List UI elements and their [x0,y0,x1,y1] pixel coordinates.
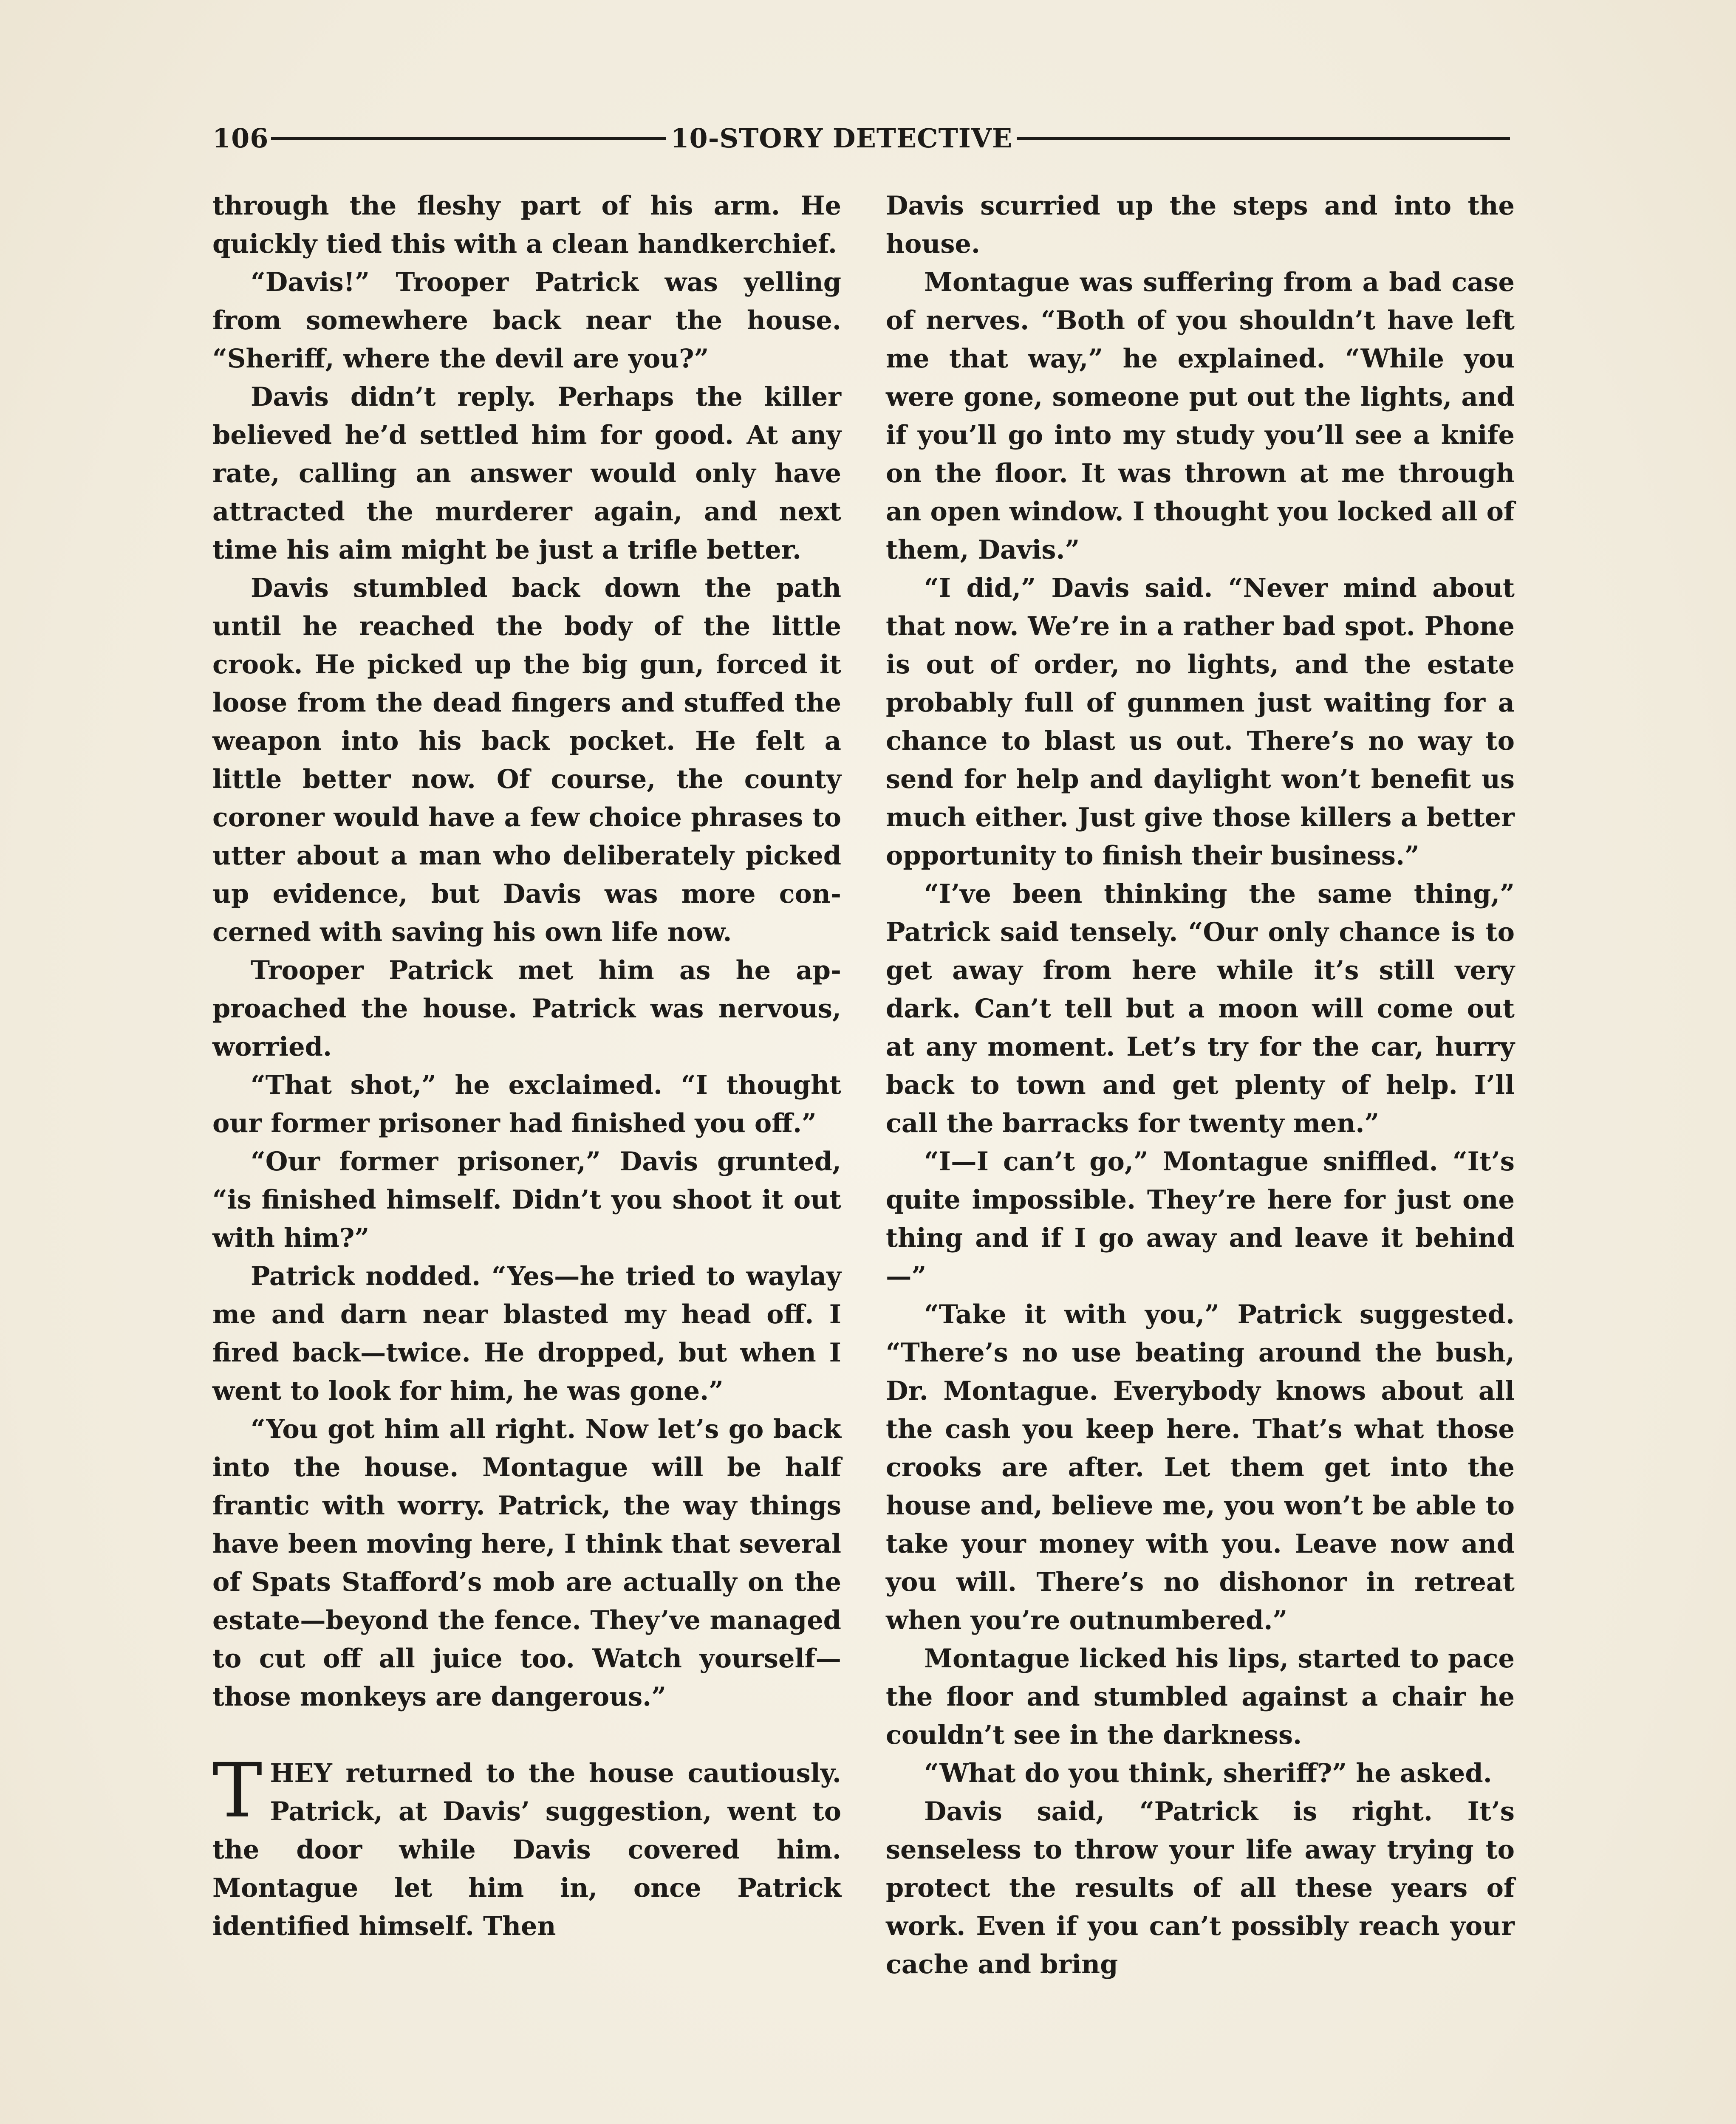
paragraph: Davis didn’t reply. Perhaps the killer believed he’d settled him for good. At any rate, calling an answer would only have attracted the murderer again, and next time his aim might be just a trifle better. [212,382,841,565]
page-number: 106 [212,122,269,154]
header-rule-right [1017,137,1510,140]
paragraph: Davis said, “Patrick is right. It’s senseless to throw your life away trying to protect the results of all these years of work. Even if you can’t possibly reach your cache and bring [886,1796,1515,1980]
paragraph: “Take it with you,” Patrick suggested. “There’s no use beating around the bush, Dr. Montague. Everybody knows about all the cash you keep here. That’s what those crooks are after. Let them get into the house and, believe me, you won’t be able to take your money with you. Leave now and you will. There’s no dishonor in retreat when you’re outnumbered.” [886,1299,1515,1635]
paragraph: “You got him all right. Now let’s go back into the house. Montague will be half frantic with worry. Patrick, the way things have been moving here, I think that several of Spats Stafford’s mob are actually on the estate—beyond the fence. They’ve managed to cut off all juice too. Watch yourself—those monkeys are dangerous.” [212,1414,841,1712]
paragraph: “Our former prisoner,” Davis grunted, “is finished himself. Didn’t you shoot it out with him?” [212,1147,841,1253]
right-column [886,187,1515,1984]
paragraph: “What do you think, sheriff?” he asked. [924,1758,1492,1788]
paragraph: Patrick nodded. “Yes—he tried to waylay me and darn near blasted my head off. I fired back—twice. He dropped, but when I went to look for him, he was gone.” [212,1261,841,1406]
paragraph: through the fleshy part of his arm. He quickly tied this with a clean handkerchief. [212,191,841,259]
paragraph: Montague licked his lips, started to pace the floor and stumbled against a chair he couldn’t see in the darkness. [886,1644,1515,1750]
paragraph-text: HEY returned to the house cautiously. Patrick, at Davis’ suggestion, went to the door while Davis covered him. Montague let him in, once Patrick identified himself. Then [212,1758,841,1941]
paragraph: “I—I can’t go,” Montague sniffled. “It’s quite impossible. They’re here for just one thing and if I go away and leave it behind—” [886,1147,1515,1291]
paragraph: “I did,” Davis said. “Never mind about that now. We’re in a rather bad spot. Phone is out of order, no lights, and the estate probably full of gunmen just waiting for a chance to blast us out. There’s no way to send for help and daylight won’t benefit us much either. Just give those killers a better opportunity to finish their business.” [886,573,1515,871]
paragraph: “Davis!” Trooper Patrick was yelling from somewhere back near the house. “Sheriff, where the devil are you?” [212,267,841,374]
section-start-paragraph [212,1747,841,1946]
paragraph: “That shot,” he exclaimed. “I thought our former prisoner had finished you off.” [212,1070,841,1138]
paragraph: Davis scurried up the steps and into the house. [886,191,1515,259]
paragraph: Trooper Patrick met him as he approached the house. Patrick was nervous, worried. [212,955,841,1062]
paragraph: “I’ve been thinking the same thing,” Patrick said tensely. “Our only chance is to get away from here while it’s still very dark. Can’t tell but a moon will come out at any moment. Let’s try for the car, hurry back to town and get plenty of help. I’ll call the barracks for twenty men.” [886,879,1515,1138]
paragraph: Davis stumbled back down the path until he reached the body of the little crook. He picked up the big gun, forced it loose from the dead fingers and stuffed the weapon into his back pocket. He felt a little better now. Of course, the county coroner would have a few choice phrases to utter about a man who deliberately picked up evidence, but Davis was more concerned with saving his own life now. [212,573,841,947]
magazine-title: 10-STORY DETECTIVE [670,122,1013,154]
drop-cap: T [212,1747,263,1834]
running-header [212,119,1513,157]
header-rule-left [271,137,666,140]
paragraph: Montague was suffering from a bad case of nerves. “Both of you shouldn’t have left me that way,” he explained. “While you were gone, someone put out the lights, and if you’ll go into my study you’ll see a knife on the floor. It was thrown at me through an open window. I thought you locked all of them, Davis.” [886,267,1515,565]
left-column [212,187,841,1946]
